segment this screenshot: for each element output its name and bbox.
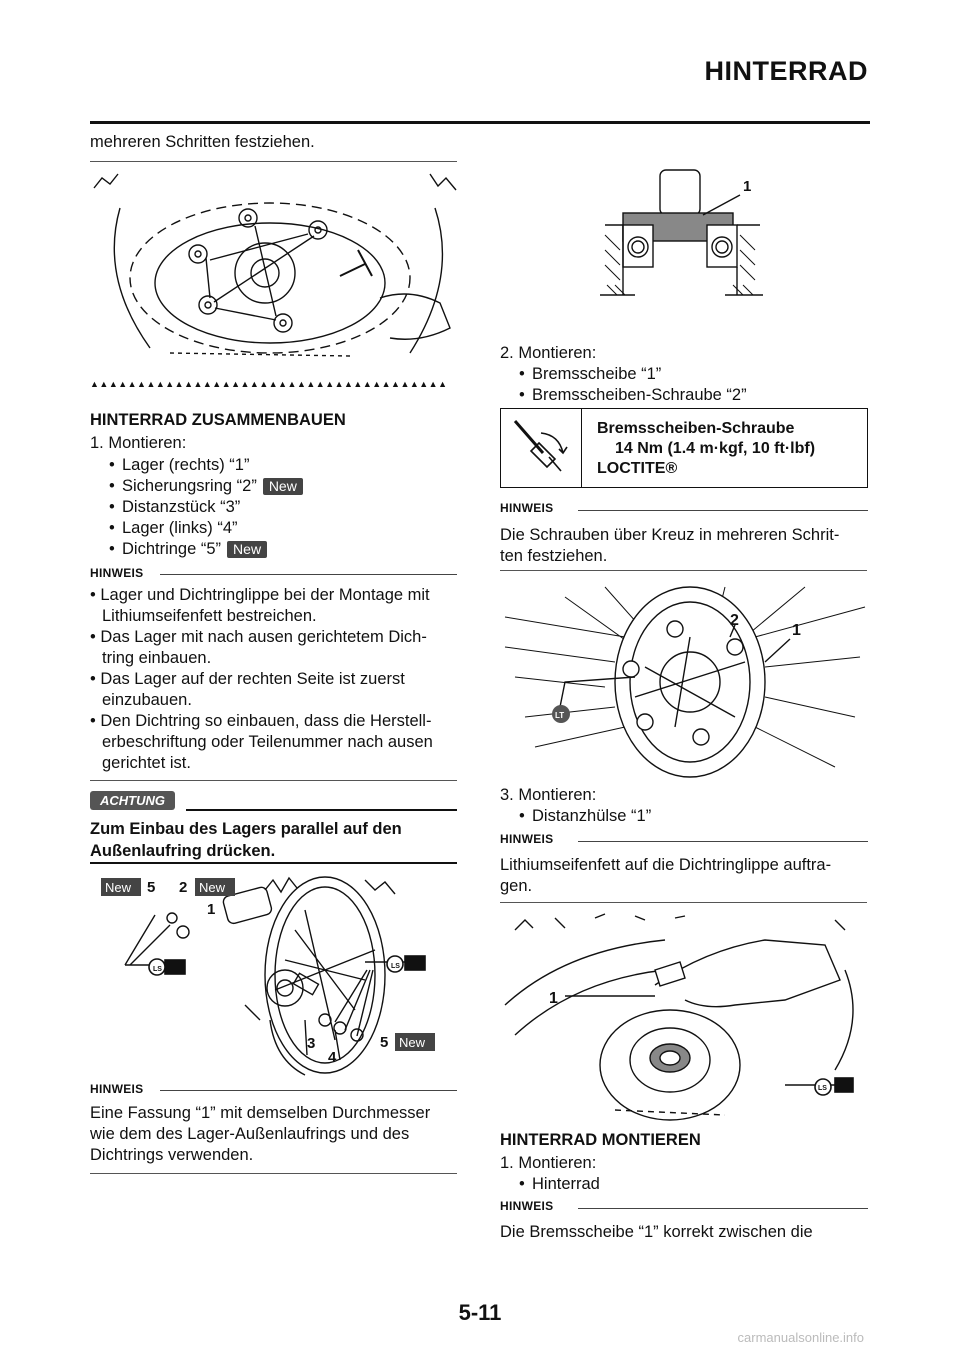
list-item: • Distanzhülse “1” bbox=[510, 806, 870, 827]
ls-label: LS bbox=[153, 966, 162, 973]
divider bbox=[90, 780, 457, 781]
step-label: 1. Montieren: bbox=[90, 434, 187, 452]
note-body: Die Schrauben über Kreuz in mehreren Schrit- ten festziehen. bbox=[500, 526, 840, 565]
caution-badge: ACHTUNG bbox=[90, 791, 175, 810]
new-badge: New bbox=[263, 478, 303, 495]
step-label: 1. Montieren: bbox=[500, 1154, 597, 1172]
note-para: • Das Lager mit nach ausen gerichtetem Dich- tring einbauen. bbox=[90, 628, 427, 667]
list-item: • Hinterrad bbox=[510, 1174, 870, 1195]
callout-1: 1 bbox=[743, 178, 752, 195]
note-para: • Das Lager auf der rechten Seite ist zuerst einzubauen. bbox=[90, 670, 405, 709]
divider bbox=[90, 161, 457, 162]
header-rule bbox=[90, 121, 870, 124]
note-label: HINWEIS bbox=[90, 1082, 144, 1096]
list-item: • Sicherungsring “2” New bbox=[100, 476, 460, 497]
list-item: • Bremsscheiben-Schraube “2” bbox=[510, 385, 870, 406]
new-badge: New bbox=[105, 880, 132, 895]
divider bbox=[500, 902, 867, 903]
note-rule bbox=[160, 574, 457, 575]
note-label: HINWEIS bbox=[90, 566, 144, 580]
section-heading: HINTERRAD MONTIEREN bbox=[500, 1131, 701, 1149]
caution-rule bbox=[90, 862, 457, 864]
note-rule bbox=[578, 841, 868, 842]
page-title: HINTERRAD bbox=[704, 56, 868, 86]
callout-3: 3 bbox=[307, 1035, 316, 1052]
list-item: • Distanzstück “3” bbox=[100, 497, 460, 518]
list-item: • Lager (rechts) “1” bbox=[100, 455, 460, 476]
callout-5: 5 bbox=[380, 1034, 389, 1051]
wrench-icon bbox=[501, 409, 582, 487]
torque-spec-box bbox=[500, 408, 868, 488]
brake-disc-figure bbox=[505, 577, 865, 777]
divider bbox=[500, 570, 867, 571]
new-badge: New bbox=[399, 1035, 426, 1050]
caution-rule bbox=[186, 809, 457, 811]
note-para: • Den Dichtring so einbauen, dass die Herstell- erbeschriftung oder Teilenummer nach ausen gerichtet ist. bbox=[90, 712, 433, 772]
parts-list bbox=[510, 364, 870, 406]
step-label: 2. Montieren: bbox=[500, 344, 597, 362]
note-para: • Lager und Dichtringlippe bei der Montage mit Lithiumseifenfett bestreichen. bbox=[90, 586, 430, 625]
note-body: Lithiumseifenfett auf die Dichtringlippe auftra- gen. bbox=[500, 856, 832, 895]
triangle-separator: ▲▲▲▲▲▲▲▲▲▲▲▲▲▲▲▲▲▲▲▲▲▲▲▲▲▲▲▲▲▲▲▲▲▲▲▲▲▲ bbox=[90, 379, 448, 389]
new-badge: New bbox=[227, 541, 267, 558]
list-item: • Dichtringe “5” New bbox=[100, 539, 460, 560]
lt-label: LT bbox=[555, 711, 565, 720]
step-label: 3. Montieren: bbox=[500, 786, 597, 804]
note-rule bbox=[578, 1208, 868, 1209]
callout-1: 1 bbox=[792, 622, 801, 639]
ls-label: LS bbox=[391, 963, 400, 970]
parts-list bbox=[510, 806, 870, 827]
list-item: • Lager (links) “4” bbox=[100, 518, 460, 539]
watermark: carmanualsonline.info bbox=[737, 1330, 864, 1345]
list-item: • Bremsscheibe “1” bbox=[510, 364, 870, 385]
parts-list bbox=[100, 455, 460, 560]
page-number: 5-11 bbox=[458, 1300, 502, 1325]
note-body: Eine Fassung “1” mit demselben Durchmesser wie dem des Lager-Außenlaufrings und des Dichtrings verwenden. bbox=[90, 1104, 431, 1164]
note-label: HINWEIS bbox=[500, 501, 554, 515]
note-body: Die Bremsscheibe “1” korrekt zwischen die bbox=[500, 1223, 813, 1241]
section-heading: HINTERRAD ZUSAMMENBAUEN bbox=[90, 411, 346, 429]
callout-2: 2 bbox=[179, 879, 188, 896]
caution-text: Zum Einbau des Lagers parallel auf den Außenlaufring drücken. bbox=[90, 820, 402, 860]
wheel-exploded-figure bbox=[95, 870, 455, 1080]
note-label: HINWEIS bbox=[500, 832, 554, 846]
callout-4: 4 bbox=[328, 1049, 337, 1066]
callout-5: 5 bbox=[147, 879, 156, 896]
ls-label: LS bbox=[818, 1085, 827, 1092]
spec-text: Bremsscheiben-Schraube 14 Nm (1.4 m·kgf, 10 ft·lbf) LOCTITE® bbox=[597, 420, 816, 477]
parts-list bbox=[510, 1174, 870, 1195]
press-tool-figure bbox=[595, 165, 775, 300]
callout-1: 1 bbox=[207, 901, 216, 918]
note-body bbox=[90, 585, 465, 774]
note-label: HINWEIS bbox=[500, 1199, 554, 1213]
spacer-install-figure bbox=[505, 910, 865, 1125]
note-rule bbox=[160, 1090, 457, 1091]
divider bbox=[90, 1173, 457, 1174]
sprocket-figure bbox=[90, 168, 460, 373]
callout-2: 2 bbox=[730, 612, 739, 629]
callout-1: 1 bbox=[549, 990, 558, 1007]
intro-text: mehreren Schritten festziehen. bbox=[90, 133, 315, 151]
new-badge: New bbox=[199, 880, 226, 895]
note-rule bbox=[578, 510, 868, 511]
